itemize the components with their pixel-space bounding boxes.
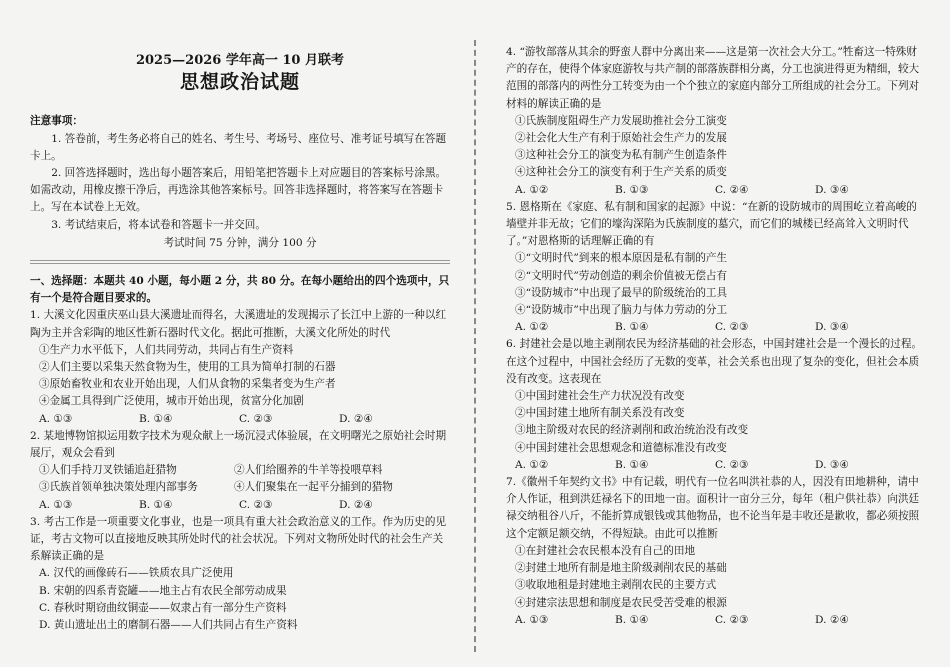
question-option: ③氏族首领单独决策处理内部事务: [39, 481, 198, 494]
choice-c: C. ②③: [239, 498, 273, 511]
choice-d: D. ②④: [815, 613, 849, 626]
exam-title: 2025—2026 学年高一 10 月联考: [135, 53, 345, 68]
question-option: ④人们聚集在一起平分捕到的猎物: [234, 481, 393, 494]
question-option: ①生产力水平低下，人们共同劳动，共同占有生产资料: [39, 343, 294, 356]
choice-b: B. ①④: [615, 321, 649, 334]
question-option: ④封建宗法思想和制度是农民受苦受难的根源: [515, 596, 727, 609]
question-option: ③原始畜牧业和农业开始出现，人们从食物的采集者变为生产者: [39, 378, 336, 391]
answer-choices: [506, 612, 926, 629]
question-option: ②社会化大生产有利于原始社会生产力的发展: [515, 132, 727, 145]
question-option: ②封建土地所有制是地主阶级剥削农民的基础: [515, 562, 727, 575]
choice-c: C. ②③: [239, 412, 273, 425]
subject-title: 思想政治试题: [179, 71, 300, 94]
column-divider: [474, 40, 476, 652]
choice-d: D. ②④: [339, 498, 373, 511]
question-option: A. 汉代的画像砖石——铁质农具广泛使用: [39, 567, 234, 580]
question-stem: 4. “游牧部落从其余的野蛮人群中分离出来——这是第一次社会大分工。”牲畜这一特殊财产的存在，使得个体家庭游牧与共产制的部落族群相分离，分工也演进得更为精细，较大范围的部落内的两性分工转变为由一个个独立的家庭内部分工所组成的社会分工。下列对材料的解读正确的是: [506, 46, 920, 110]
notice-item: 2. 回答选择题时，选出每小题答案后，用铅笔把答题卡上对应题目的答案标号涂黑。如需改动，用橡皮擦干净后，再选涂其他答案标号。回答非选择题时，将答案写在答题卡上。写在本试卷上无效。: [30, 167, 447, 214]
answer-choices: [30, 497, 450, 514]
question-option: ②人们主要以采集天然食物为生，使用的工具为简单打制的石器: [39, 361, 336, 374]
choice-c: C. ②④: [715, 183, 749, 196]
question-option: C. 春秋时期窃曲纹铜壶——奴隶占有一部分生产资料: [39, 601, 287, 614]
question-stem: 2. 某地博物馆拟运用数字技术为观众献上一场沉浸式体验展，在文明曙光之原始社会时期展厅，观众会看到: [30, 429, 447, 460]
choice-b: B. ①③: [615, 183, 649, 196]
question-3: [30, 514, 450, 634]
question-option: ②“文明时代”劳动创造的剩余价值被无偿占有: [515, 269, 728, 282]
question-option: ①中国封建社会生产力状况没有改变: [515, 390, 685, 403]
question-7: [506, 474, 926, 629]
notice-item: 1. 答卷前，考生务必将自己的姓名、考生号、考场号、座位号、准考证号填写在答题卡上。: [30, 132, 447, 162]
left-column: [30, 52, 450, 634]
choice-d: D. ③④: [815, 458, 849, 471]
question-option: ①人们手持刀叉铁锸追赶猎物: [39, 464, 177, 477]
exam-time: 考试时间 75 分钟，满分 100 分: [163, 236, 317, 249]
section-title: 一、选择题：本题共 40 小题，每小题 2 分，共 80 分。在每小题给出的四个选项中，只有一个是符合题目要求的。: [30, 275, 450, 305]
question-option: ④中国封建社会思想观念和道德标准没有改变: [515, 441, 727, 454]
question-option: ③收取地租是封建地主剥削农民的主要方式: [515, 579, 717, 592]
option-row: [30, 479, 450, 496]
choice-a: A. ①②: [515, 458, 549, 471]
choice-a: A. ①③: [39, 498, 73, 511]
choice-a: A. ①③: [39, 412, 73, 425]
choice-b: B. ①④: [615, 458, 649, 471]
choice-d: D. ②④: [339, 412, 373, 425]
choice-a: A. ①③: [515, 613, 549, 626]
question-option: ①“文明时代”到来的根本原因是私有制的产生: [515, 252, 728, 265]
choice-c: C. ②③: [715, 613, 749, 626]
choice-d: D. ③④: [815, 321, 849, 334]
question-option: ②中国封建土地所有制关系没有改变: [515, 407, 685, 420]
question-option: ③地主阶级对农民的经济剥削和政治统治没有改变: [515, 424, 749, 437]
question-option: D. 黄山遗址出土的磨制石器——人们共同占有生产资料: [39, 619, 298, 632]
question-option: ①在封建社会农民根本没有自己的田地: [515, 544, 696, 557]
question-stem: 5. 恩格斯在《家庭、私有制和国家的起源》中说：“在新的设防城市的周围屹立着高峻的墙壁并非无故；它们的壕沟深陷为氏族制度的墓穴，而它们的城楼已经高耸入文明时代了。”对恩格斯的话理解正确的有: [506, 200, 917, 248]
question-6: [506, 336, 926, 474]
choice-a: A. ①②: [515, 321, 549, 334]
right-column: [506, 44, 926, 629]
choice-c: C. ②③: [715, 321, 749, 334]
choice-c: C. ②③: [715, 458, 749, 471]
answer-choices: [30, 411, 450, 428]
question-option: ④“设防城市”中出现了脑力与体力劳动的分工: [515, 304, 728, 317]
question-option: ②人们给圈养的牛羊等投喂草料: [234, 464, 383, 477]
question-2: [30, 428, 450, 514]
question-stem: 7.《徽州千年契约文书》中有记载，明代有一位名叫洪社恭的人，因没有田地耕种，请中介人作证，租到洪廷禄名下的田地一亩。面积计一亩分三分，每年（租户供社恭）向洪廷禄交纳租谷八斤，不能折算成银钱或其他物品，也不论当年是丰收还是歉收，都必须按照这个定额足额交纳，不得短缺。由此可以推断: [506, 476, 920, 540]
choice-a: A. ①②: [515, 183, 549, 196]
question-option: ③这种社会分工的演变为私有制产生创造条件: [515, 149, 727, 162]
notice-title: 注意事项：: [30, 115, 83, 128]
answer-choices: [506, 457, 926, 474]
question-option: B. 宋朝的四系青瓷罐——地主占有农民全部劳动成果: [39, 584, 287, 597]
choice-d: D. ③④: [815, 183, 849, 196]
question-option: ④这种社会分工的演变有利于生产关系的质变: [515, 166, 727, 179]
option-row: [30, 462, 450, 479]
question-stem: 1. 大溪文化因重庆巫山县大溪遗址而得名，大溪遗址的发现揭示了长江中上游的一种以红陶为主并含彩陶的地区性新石器时代文化。据此可推断，大溪文化所处的时代: [30, 309, 447, 339]
choice-b: B. ①④: [139, 412, 173, 425]
choice-b: B. ①④: [139, 498, 173, 511]
question-option: ①氏族制度阻碍生产力发展助推社会分工演变: [515, 114, 727, 127]
answer-choices: [506, 319, 926, 336]
answer-choices: [506, 182, 926, 199]
question-1: [30, 307, 450, 427]
question-5: [506, 199, 926, 337]
question-stem: 6. 封建社会是以地主剥削农民为经济基础的社会形态，中国封建社会是一个漫长的过程。在这个过程中，中国社会经历了无数的变革，社会关系也出现了复杂的变化，但社会本质没有改变。这表现在: [506, 338, 923, 385]
question-stem: 3. 考古工作是一项重要文化事业，也是一项具有重大社会政治意义的工作。作为历史的见证，考古文物可以直接地反映其所处时代的社会状况。下列对文物所处时代的社会生产关系解读正确的是: [30, 515, 447, 563]
notice-item: 3. 考试结束后，将本试卷和答题卡一并交回。: [51, 218, 266, 231]
question-option: ③“设防城市”中出现了最早的阶级统治的工具: [515, 286, 728, 299]
question-option: ④金属工具得到广泛使用，城市开始出现，贫富分化加剧: [39, 395, 304, 408]
double-rule: [30, 260, 450, 264]
question-4: [506, 44, 926, 199]
choice-b: B. ①④: [615, 613, 649, 626]
